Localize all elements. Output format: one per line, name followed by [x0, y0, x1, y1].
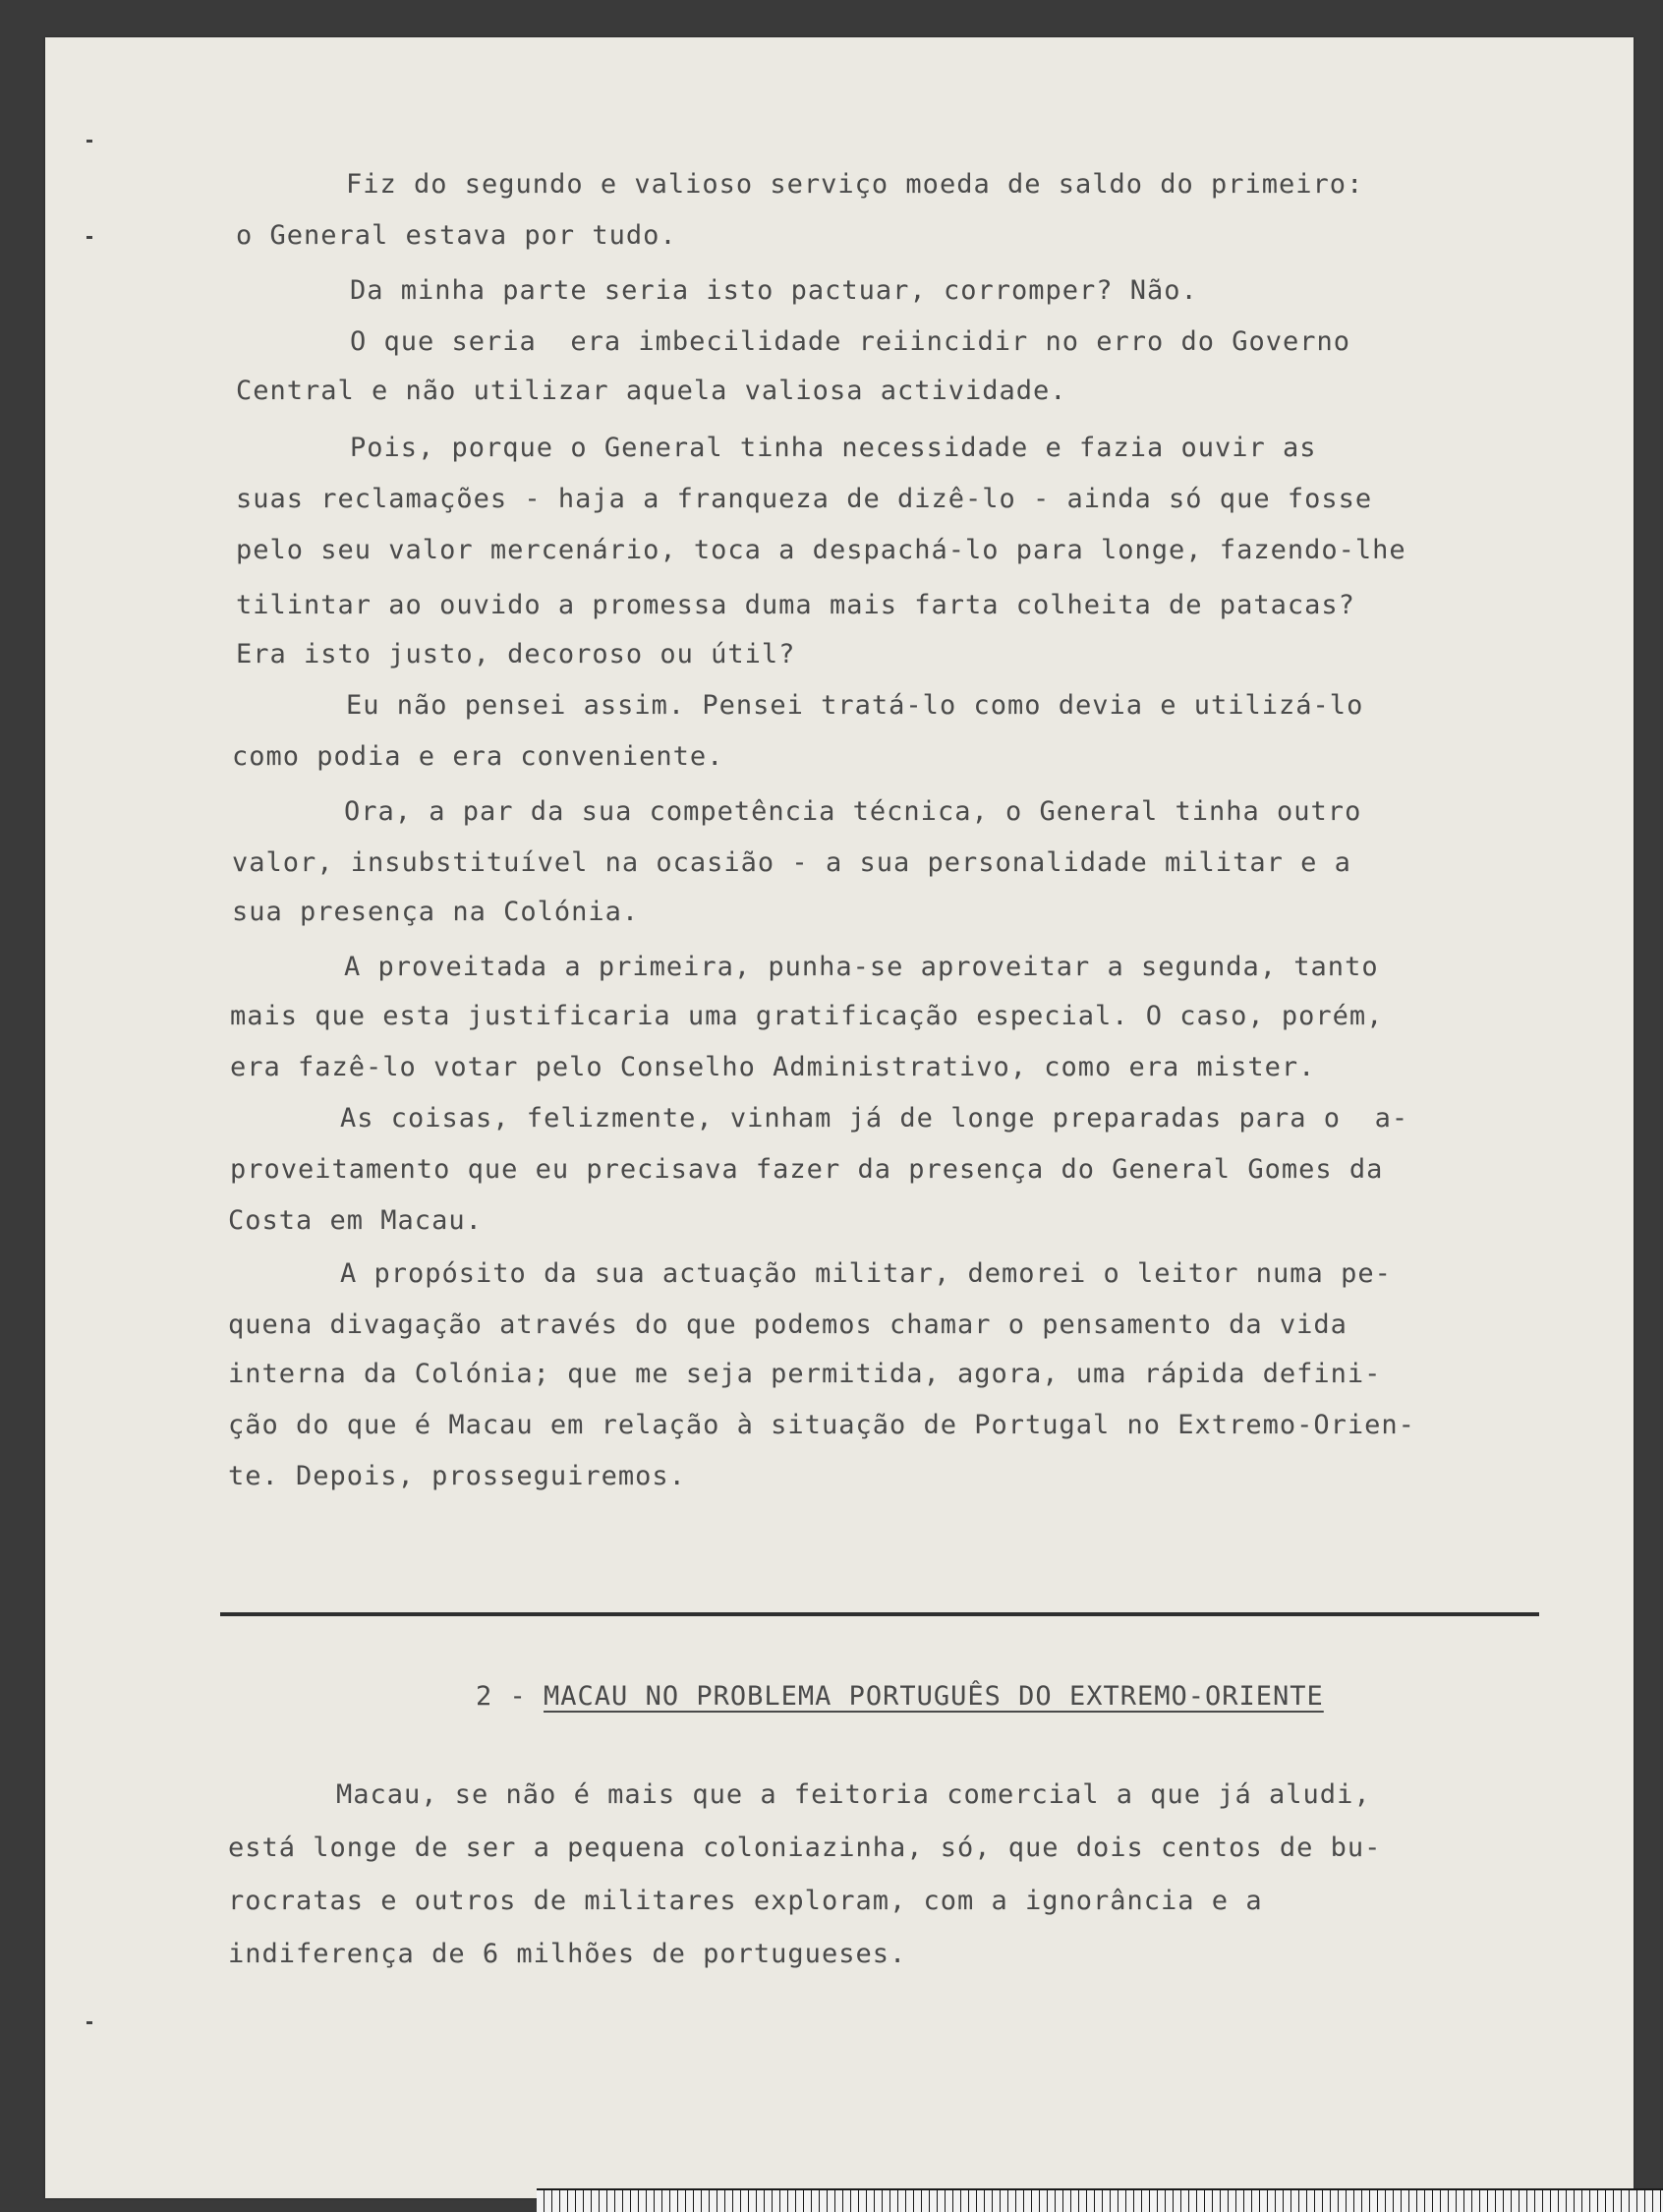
text-line: interna da Colónia; que me seja permitida, agora, uma rápida defini-	[228, 1359, 1382, 1389]
margin-mark	[86, 2021, 92, 2024]
section-heading	[476, 1681, 1324, 1712]
text-line: Era isto justo, decoroso ou útil?	[236, 639, 796, 669]
text-line: Ora, a par da sua competência técnica, o General tinha outro	[344, 796, 1362, 827]
margin-mark	[86, 140, 92, 143]
text-line: sua presença na Colónia.	[232, 897, 640, 927]
text-line: como podia e era conveniente.	[232, 741, 724, 772]
measurement-scale	[537, 2188, 1663, 2212]
text-line: indiferença de 6 milhões de portugueses.	[228, 1939, 907, 1969]
text-line: Central e não utilizar aquela valiosa actividade.	[236, 376, 1067, 406]
text-line: te. Depois, prosseguiremos.	[228, 1461, 686, 1491]
text-line: As coisas, felizmente, vinham já de longe preparadas para o a-	[340, 1103, 1409, 1134]
text-line: A propósito da sua actuação militar, demorei o leitor numa pe-	[340, 1258, 1392, 1289]
text-line: era fazê-lo votar pelo Conselho Administrativo, como era mister.	[230, 1052, 1316, 1082]
text-line: O que seria era imbecilidade reiincidir no erro do Governo	[350, 326, 1351, 357]
text-line: pelo seu valor mercenário, toca a despachá-lo para longe, fazendo-lhe	[236, 535, 1406, 565]
text-line: Pois, porque o General tinha necessidade e fazia ouvir as	[350, 433, 1317, 463]
section-title: MACAU NO PROBLEMA PORTUGUÊS DO EXTREMO-ORIENTE	[544, 1681, 1324, 1712]
text-line: Macau, se não é mais que a feitoria comercial a que já aludi,	[336, 1779, 1371, 1810]
text-line: está longe de ser a pequena coloniazinha, só, que dois centos de bu-	[228, 1833, 1382, 1863]
text-line: ção do que é Macau em relação à situação de Portugal no Extremo-Orien-	[228, 1410, 1415, 1440]
text-line: tilintar ao ouvido a promessa duma mais farta colheita de patacas?	[236, 590, 1355, 620]
text-line: Costa em Macau.	[228, 1205, 483, 1236]
margin-mark	[86, 236, 92, 239]
text-line: Fiz do segundo e valioso serviço moeda de saldo do primeiro:	[346, 169, 1364, 200]
text-line: suas reclamações - haja a franqueza de dizê-lo - ainda só que fosse	[236, 484, 1373, 514]
text-line: mais que esta justificaria uma gratificação especial. O caso, porém,	[230, 1001, 1384, 1031]
text-line: A proveitada a primeira, punha-se aproveitar a segunda, tanto	[344, 952, 1379, 982]
text-line: Eu não pensei assim. Pensei tratá-lo como devia e utilizá-lo	[346, 690, 1364, 721]
text-line: rocratas e outros de militares exploram, com a ignorância e a	[228, 1886, 1263, 1916]
text-line: proveitamento que eu precisava fazer da presença do General Gomes da	[230, 1154, 1384, 1185]
text-line: quena divagação através do que podemos chamar o pensamento da vida	[228, 1310, 1348, 1340]
section-number: 2 -	[476, 1681, 545, 1712]
text-line: o General estava por tudo.	[236, 220, 677, 251]
text-line: valor, insubstituível na ocasião - a sua personalidade militar e a	[232, 847, 1351, 878]
horizontal-rule	[220, 1612, 1539, 1616]
text-line: Da minha parte seria isto pactuar, corromper? Não.	[350, 275, 1198, 306]
